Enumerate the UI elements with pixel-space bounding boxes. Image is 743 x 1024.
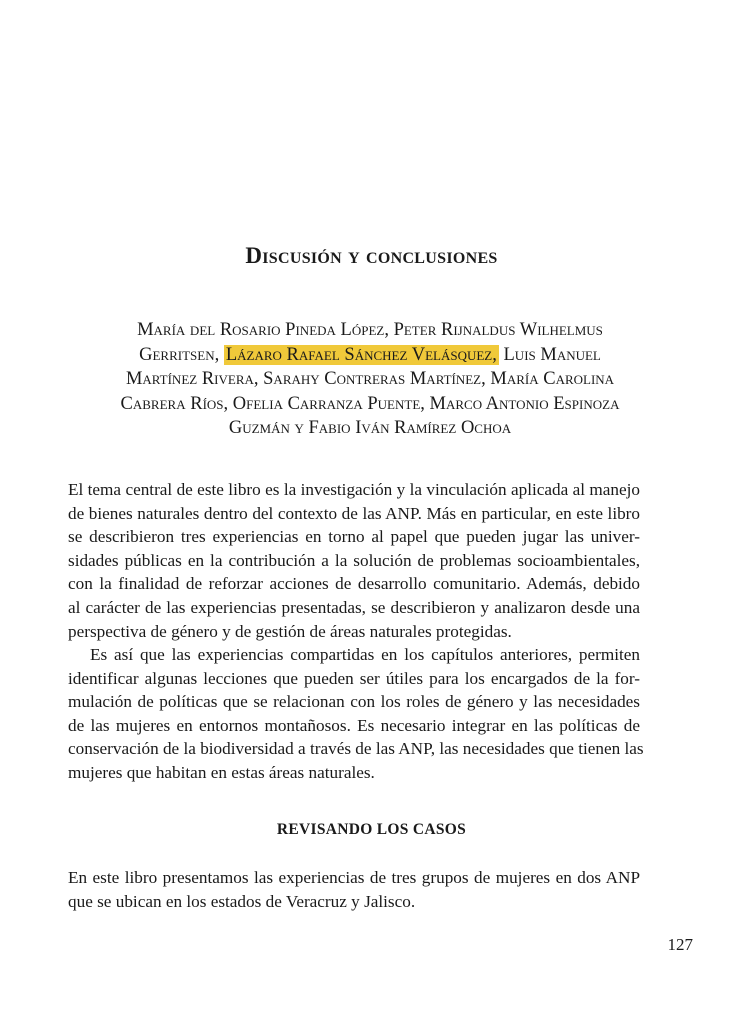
paragraph-2 <box>68 643 644 785</box>
author-text: Luis Manuel <box>498 344 601 365</box>
text-line: se describieron tres experiencias en torno al papel que pueden jugar las univer- <box>68 527 640 547</box>
text-line: de bienes naturales dentro del contexto de las ANP. Más en particular, en este libro <box>68 503 640 523</box>
author-line <box>60 343 680 368</box>
text-line: mujeres que habitan en estas áreas naturales. <box>68 762 375 782</box>
section-heading: REVISANDO LOS CASOS <box>276 821 467 838</box>
paragraph-1 <box>68 478 640 643</box>
page-number: 127 <box>667 935 693 954</box>
text-line: mulación de políticas que se relacionan con los roles de género y las necesidades <box>68 692 640 712</box>
text-line: El tema central de este libro es la investigación y la vinculación aplicada al manejo <box>68 480 640 499</box>
paragraph-3 <box>68 866 640 913</box>
text-line: identificar algunas lecciones que pueden ser útiles para los encargados de la for- <box>68 668 640 688</box>
text-line: de las mujeres en entornos montañosos. Es necesario integrar en las políticas de <box>68 715 640 735</box>
text-line: al carácter de las experiencias presentadas, se describieron y analizaron desde una <box>68 597 640 617</box>
author-line: Cabrera Ríos, Ofelia Carranza Puente, Marco Antonio Espinoza <box>120 393 620 414</box>
text-line: Es así que las experiencias compartidas en los capítulos anteriores, permiten <box>90 645 640 664</box>
text-line: con la finalidad de reforzar acciones de desarrollo comunitario. Además, debido <box>68 574 640 594</box>
chapter-title: Discusión y conclusiones <box>245 243 498 268</box>
highlighted-author[interactable]: Lázaro Rafael Sánchez Velásquez, <box>225 344 497 365</box>
text-line: perspectiva de género y de gestión de áreas naturales protegidas. <box>68 621 512 641</box>
text-line: que se ubican en los estados de Veracruz y Jalisco. <box>68 891 416 911</box>
author-list <box>60 318 680 441</box>
author-line: María del Rosario Pineda López, Peter Rijnaldus Wilhelmus <box>137 320 603 340</box>
text-line: En este libro presentamos las experiencias de tres grupos de mujeres en dos ANP <box>68 868 640 887</box>
text-line: conservación de la biodiversidad a través de las ANP, las necesidades que tienen las <box>68 739 644 759</box>
author-line: Guzmán y Fabio Iván Ramírez Ochoa <box>228 418 512 438</box>
text-line: sidades públicas en la contribución a la solución de problemas socioambientales, <box>68 550 640 570</box>
author-text: Gerritsen, <box>139 344 224 365</box>
author-line: Martínez Rivera, Sarahy Contreras Martínez, María Carolina <box>125 369 615 389</box>
